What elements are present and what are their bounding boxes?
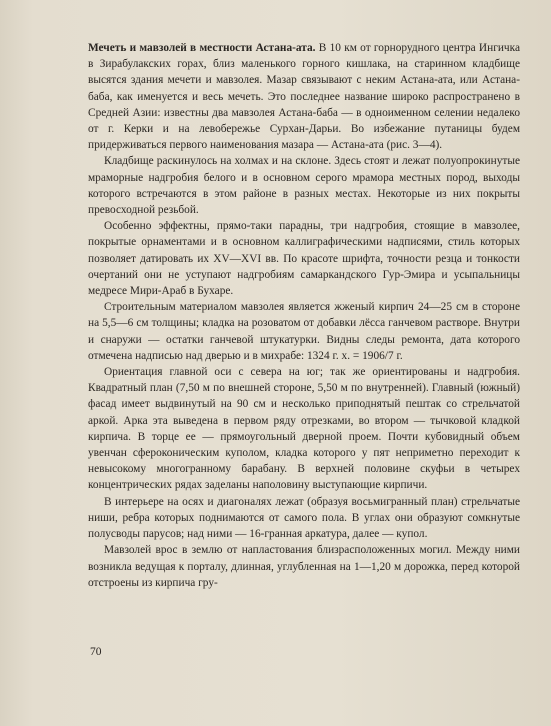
paragraph-1-text: В 10 км от горнорудного центра Ингичка в Зирабулакских горах, близ маленького горного кишлака, на старинном кладбище высятся здания мечети и мавзолея. Мазар связывают с неким Астана-ата, или Астана-баба, как именуется и весь мечеть. Это последнее название широко распространено в Средней Азии: известны два мавзолея Астана-баба — в одноименном селении недалеко от г. Керки и на левобережье Сурхан-Дарьи. Во избежание путаницы будем придерживаться первого наименования мазара — Астана-ата (рис. 3—4).: [88, 42, 521, 152]
paragraph-2: Кладбище раскинулось на холмах и на склоне. Здесь стоят и лежат полуопрокинутые мраморные надгробия белого и в основном серого мрамора местных пород, выходы которого встречаются в этом районе в разных местах. Некоторые из них покрыты превосходной резьбой.: [88, 155, 520, 217]
paragraph-7: Мавзолей врос в землю от напластования близрасположенных могил. Между ними возникла ведущая к порталу, длинная, углубленная на 1—1,20 м дорожка, перед которой отстроены из кирпича гру-: [88, 544, 520, 589]
body-text: [88, 40, 520, 591]
paragraph-1: [88, 40, 520, 153]
paragraph-5: Ориентация главной оси с севера на юг; так же ориентированы и надгробия. Квадратный план (7,50 м по внешней стороне, 5,50 м по внутренней). Главный (южный) фасад имеет выдвинутый на 90 см и несколько приподнятый пештак со стрельчатой аркой. Арка эта выведена в первом ряду отрезками, во втором — тычковой кладкой кирпича. В торце ее — прямоугольный дверной проем. Почти кубовидный объем увенчан сфероконическим куполом, кладка которого у пят неприметно переходит к невысокому многогранному барабану. В верхней половине скуфьи в четырех концентрических рядах заделаны наполовину выступающие кирпичи.: [88, 366, 520, 492]
paragraph-3: Особенно эффектны, прямо-таки парадны, три надгробия, стоящие в мавзолее, покрытые орнаментами и в основном каллиграфическими надписями, стиль которых позволяет датировать их XV—XVI вв. По красоте шрифта, точности резца и тонкости очертаний они не уступают надгробиям самаркандского Гур-Эмира и усыпальницы медресе Мири-Араб в Бухаре.: [88, 220, 520, 298]
section-heading: Мечеть и мавзолей в местности Астана-ата.: [88, 42, 316, 54]
page-number: 70: [90, 646, 102, 658]
paragraph-6: В интерьере на осях и диагоналях лежат (образуя восьмигранный план) стрельчатые ниши, ребра которых поднимаются от самого пола. В углах они образуют сомкнутые полусводы парусов; над ними — 16-гранная аркатура, далее — купол.: [88, 495, 520, 541]
paragraph-4: Строительным материалом мавзолея является жженый кирпич 24—25 см в стороне на 5,5—6 см толщины; кладка на розоватом от добавки лёсса ганчевом растворе. Внутри и снаружи — остатки ганчевой штукатурки. Видны следы ремонта, дата которого отмечена надписью над дверью и в михрабе: 1324 г. х. = 1906/7 г.: [88, 301, 520, 362]
